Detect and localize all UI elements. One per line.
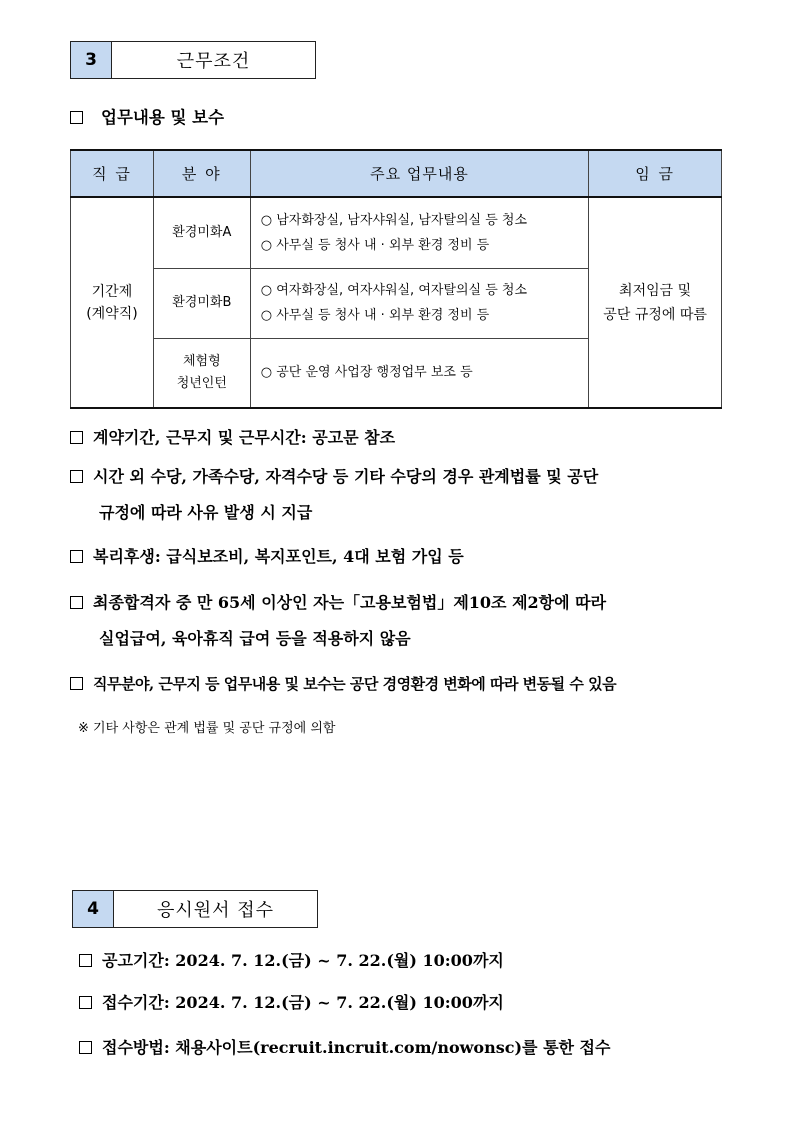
subheading-text: 업무내용 및 보수 [101,108,225,127]
duty-line: ○ 남자화장실, 남자샤워실, 남자탈의실 등 청소 [260,212,528,228]
grade-cell [71,197,154,408]
duty-cell [250,197,588,268]
item-text: 접수기간: 2024. 7. 12.(금) ~ 7. 22.(월) 10:00까지 [102,993,504,1012]
item-text-cont: 규정에 따라 사유 발생 시 지급 [99,503,313,522]
item-text: 최종합격자 중 만 65세 이상인 자는「고용보험법」제10조 제2항에 따라 [93,593,607,612]
item-text: 공고기간: 2024. 7. 12.(금) ~ 7. 22.(월) 10:00까지 [102,951,504,970]
section-title: 응시원서 접수 [156,900,275,921]
section-title: 근무조건 [176,51,251,72]
checkbox-square-icon [79,1041,92,1054]
section-number: 3 [71,42,112,78]
item-allowances [70,459,760,531]
checkbox-square-icon [79,996,92,1009]
table-header-row [71,150,722,197]
item-text: 직무분야, 근무지 등 업무내용 및 보수는 공단 경영환경 변화에 따라 변동될 수 있음 [93,675,617,693]
field-cell [153,268,250,338]
wage-line: 최저임금 및 [619,282,692,299]
item-welfare [70,539,760,575]
item-text: 계약기간, 근무지 및 근무시간: 공고문 참조 [93,428,396,447]
grade-line: 기간제 [91,283,133,300]
table-row [71,197,722,268]
field-line: 체험형 [182,353,221,369]
checkbox-square-icon [79,954,92,967]
section-number: 4 [73,891,114,927]
footnote: ※ 기타 사항은 관계 법률 및 공단 규정에 의함 [78,721,336,736]
header-wage: 임 금 [589,150,722,197]
section-4-header [72,890,318,928]
grade-line: (계약직) [86,305,138,322]
header-duties: 주요 업무내용 [250,150,588,197]
item-text-cont: 실업급여, 육아휴직 급여 등을 적용하지 않음 [99,629,411,648]
checkbox-square-icon [70,596,83,609]
field-line: 환경미화A [172,224,232,240]
item-apply-method [79,1030,769,1066]
wage-cell [589,197,722,408]
checkbox-square-icon [70,550,83,563]
duty-cell [250,268,588,338]
item-announce-period [79,943,769,979]
field-line: 환경미화B [172,295,232,310]
field-cell [153,197,250,268]
duty-line: ○ 여자화장실, 여자샤워실, 여자탈의실 등 청소 [260,283,528,298]
duty-cell [250,338,588,408]
duty-line: ○ 사무실 등 청사 내 · 외부 환경 정비 등 [260,237,490,253]
item-text: 시간 외 수당, 가족수당, 자격수당 등 기타 수당의 경우 관계법률 및 공단 [93,467,599,486]
item-change-notice [70,666,760,702]
item-age-65 [70,585,760,657]
work-conditions-table [70,149,722,409]
header-field: 분 야 [153,150,250,197]
checkbox-square-icon [70,677,83,690]
subheading-duties-pay [70,104,224,128]
header-grade: 직 급 [71,150,154,197]
item-contract-period [70,420,760,456]
duty-line: ○ 사무실 등 청사 내 · 외부 환경 정비 등 [260,308,490,323]
item-apply-period [79,985,769,1021]
field-line: 청년인턴 [176,375,227,391]
checkbox-square-icon [70,431,83,444]
section-3-header [70,41,316,79]
field-cell [153,338,250,408]
item-text: 복리후생: 급식보조비, 복지포인트, 4대 보험 가입 등 [93,547,464,566]
checkbox-square-icon [70,111,83,124]
item-text: 접수방법: 채용사이트(recruit.incruit.com/nowonsc)를 통한 접수 [102,1038,611,1057]
duty-line: ○ 공단 운영 사업장 행정업무 보조 등 [260,365,473,381]
wage-line: 공단 규정에 따름 [603,306,707,323]
checkbox-square-icon [70,470,83,483]
